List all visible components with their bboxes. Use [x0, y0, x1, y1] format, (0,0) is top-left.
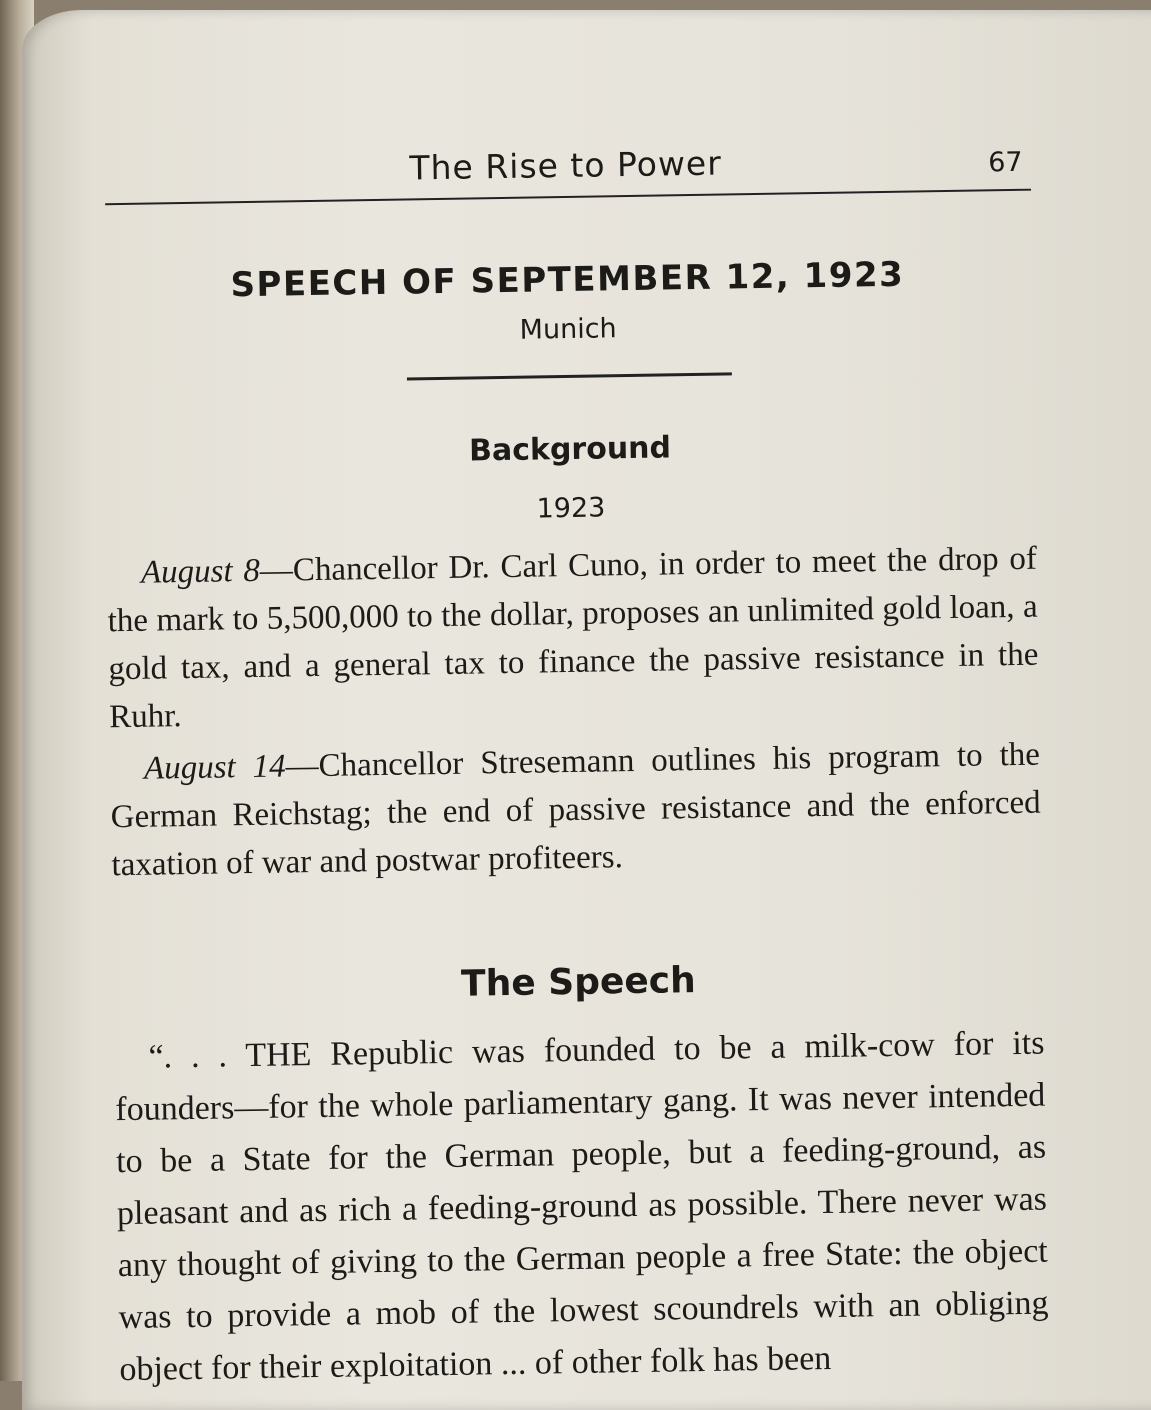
background-entry [110, 731, 1042, 890]
entry-date: August 8 [140, 552, 261, 591]
speech-place: Munich [519, 313, 617, 346]
entry-dash: — [259, 552, 294, 589]
entry-text: Chancellor Dr. Carl Cuno, in order to meet the drop of the mark to 5,500,000 to the dollar, proposes an unlimited gold loan, a gold tax, and a general tax to finance the passive resistance in the Ruhr. [107, 540, 1039, 736]
entry-dash: — [285, 747, 319, 785]
running-head: The Rise to Power [409, 143, 723, 188]
page-number: 67 [987, 146, 1023, 179]
speech-title: SPEECH OF SEPTEMBER 12, 1923 [230, 254, 905, 306]
background-heading: Background [468, 430, 672, 469]
entry-date: August 14 [143, 748, 286, 787]
speech-text: “. . . THE Republic was founded to be a milk-cow for its founders—for the whole parliamentary gang. It was never intended to be a State for the German people, but a feeding-ground, as pleasant and as rich a feeding-ground as possible. There never was any thought of giving to the German people a free State: the object was to provide a mob of the lowest scoundrels with an obliging object for their exploitation ... of other folk has been [115, 1024, 1049, 1389]
speech-heading: The Speech [460, 960, 697, 1005]
background-year: 1923 [536, 492, 606, 525]
page-header [100, 121, 1031, 200]
page-content [100, 121, 1050, 1410]
title-rule [406, 372, 731, 380]
background-entry [107, 535, 1040, 742]
book-page [22, 10, 1151, 1410]
entry-text: Chancellor Stresemann outlines his program to the German Reichstag; the end of passive resistance and the enforced taxation of war and postwar profiteers. [110, 736, 1041, 884]
header-rule [105, 189, 1031, 206]
